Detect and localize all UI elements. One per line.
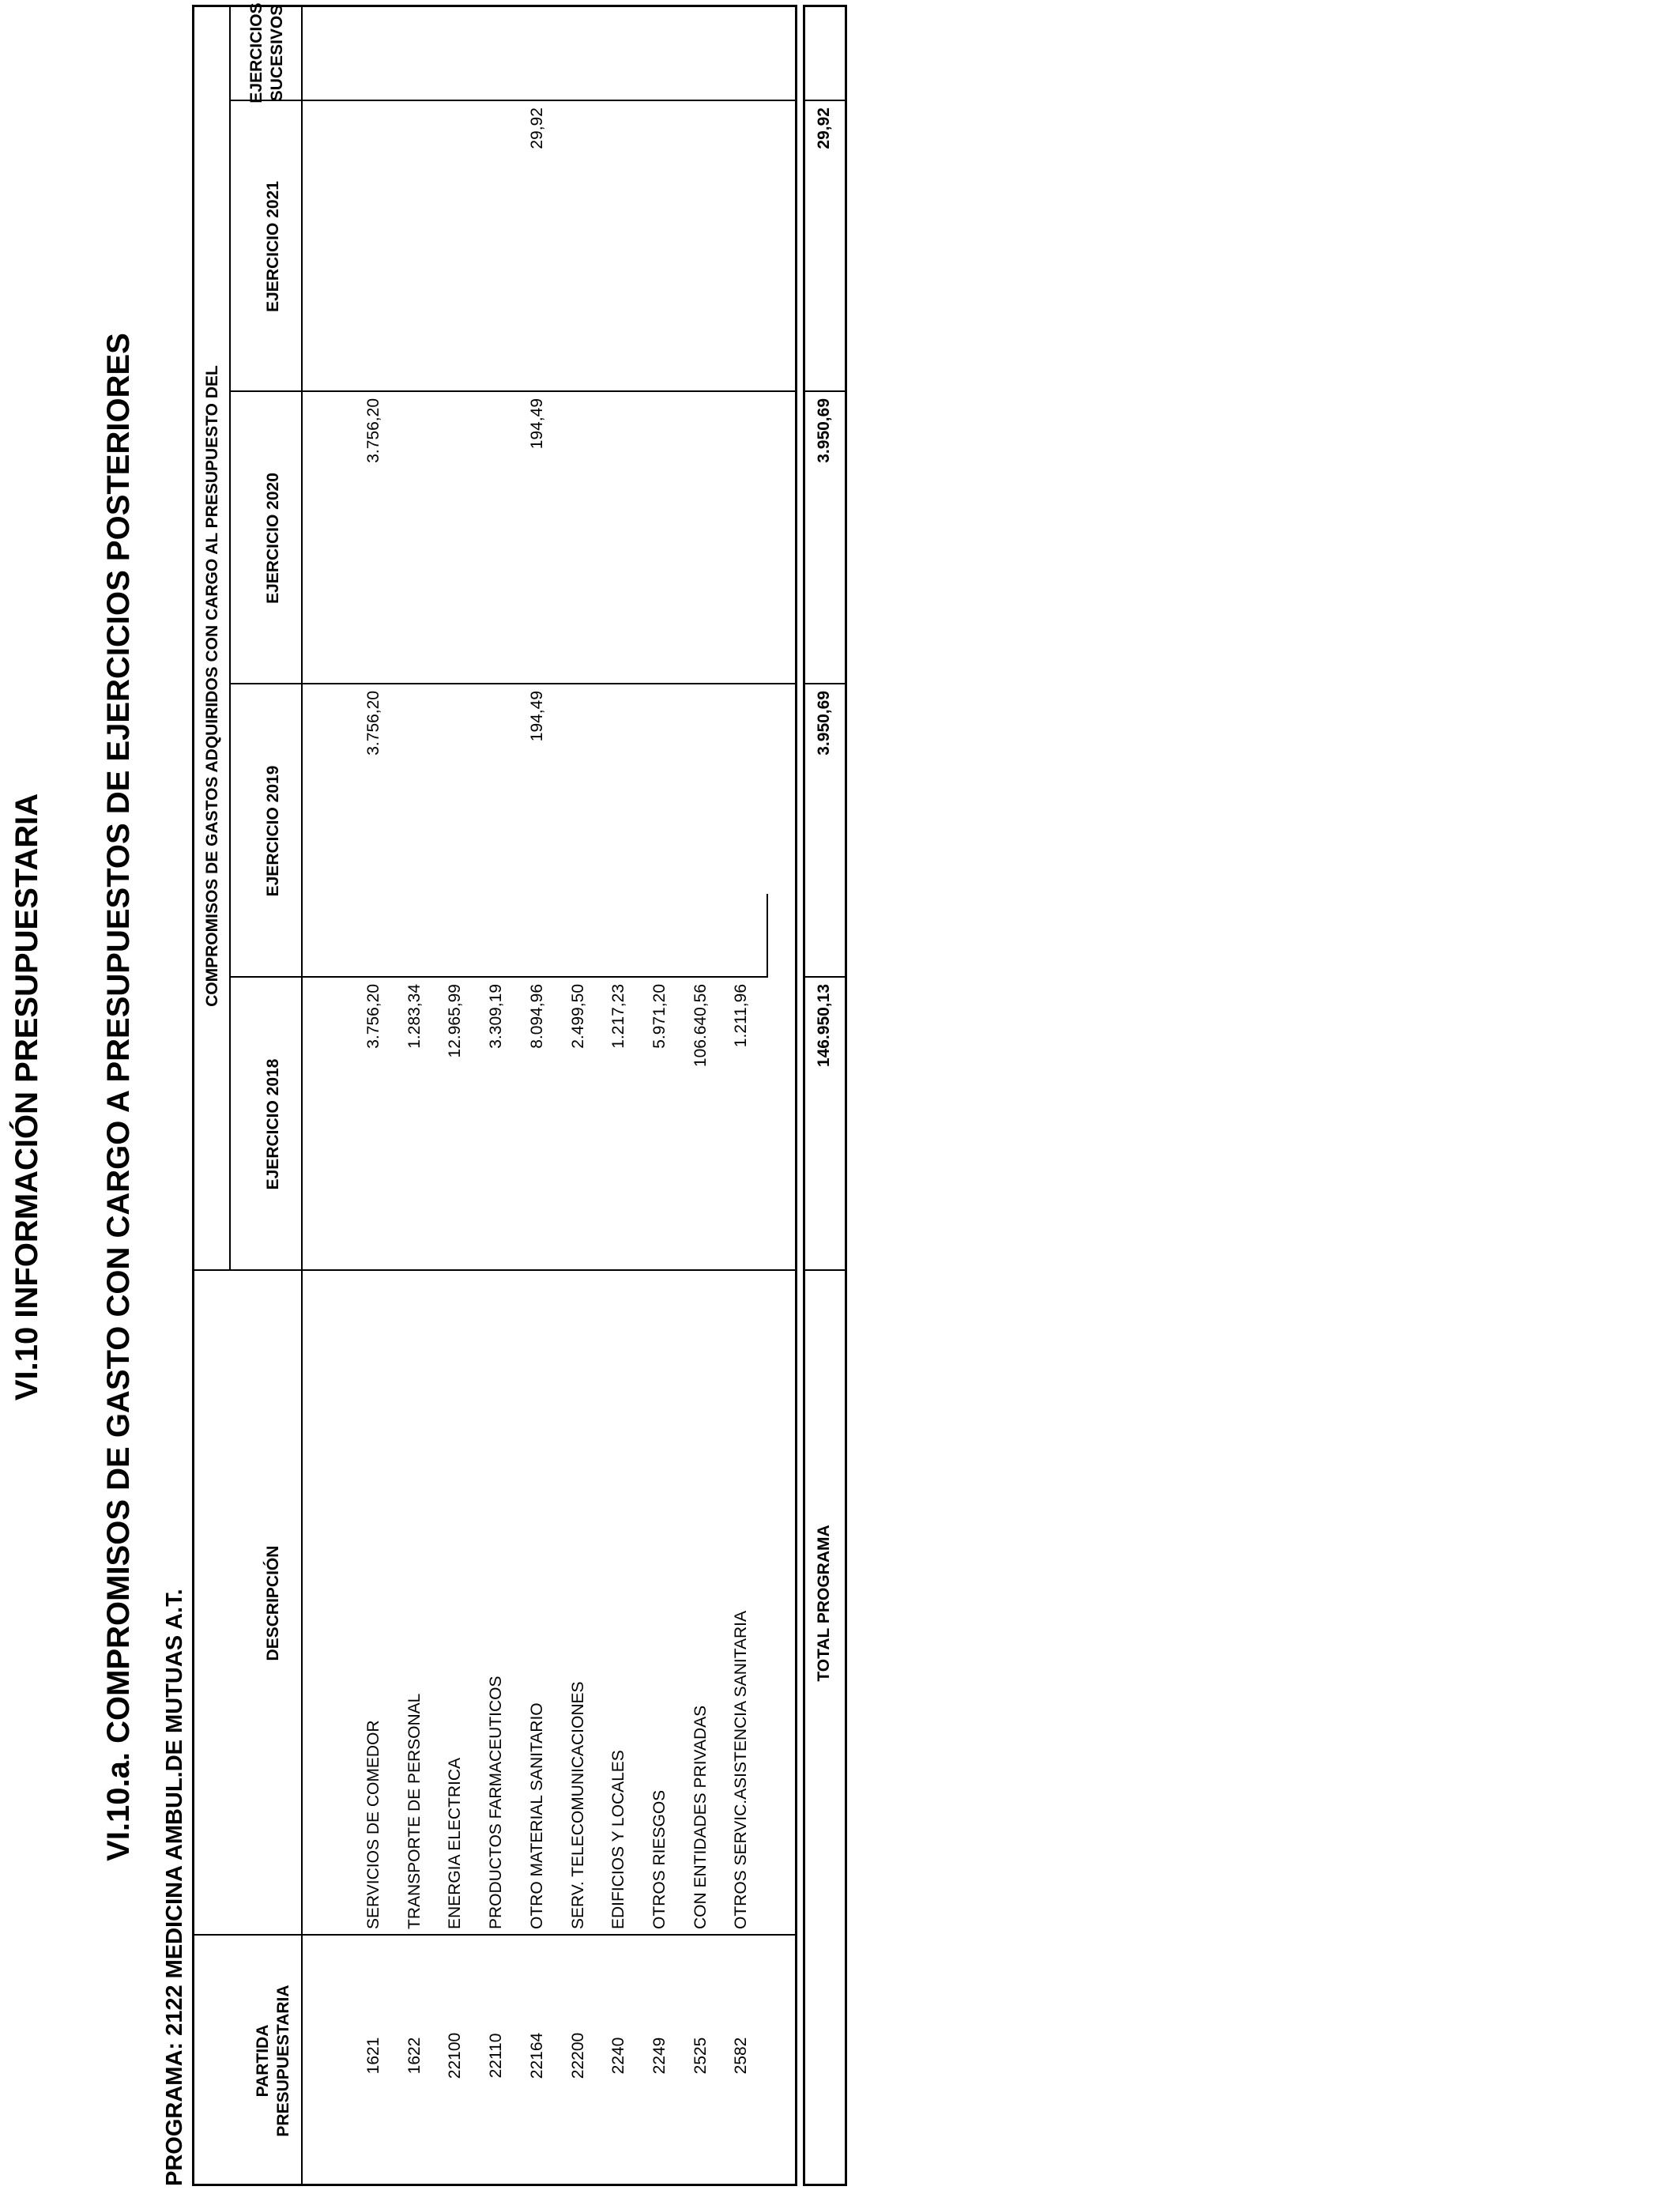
total-label: TOTAL PROGRAMA <box>815 1525 833 1682</box>
partida-code: 22164 <box>528 2032 546 2079</box>
header-ejercicio-2019: EJERCICIO 2019 <box>264 765 282 897</box>
partida-code: 2240 <box>609 2037 627 2075</box>
partida-code: 22200 <box>569 2032 587 2079</box>
partida-code: 1621 <box>364 2037 382 2075</box>
amount-cell: 5.971,20 <box>650 984 669 1049</box>
amount-cell: 194,49 <box>528 691 546 742</box>
header-ejercicio-2020: EJERCICIO 2020 <box>264 473 282 604</box>
amount-cell: 3.309,19 <box>487 984 505 1049</box>
header-descripcion: DESCRIPCIÓN <box>264 1545 282 1661</box>
descripcion: TRANSPORTE DE PERSONAL <box>405 1693 424 1929</box>
header-ejercicios-sucesivos: EJERCICIOS SUCESIVOS <box>247 2 286 104</box>
amount-cell: 1.217,23 <box>609 984 627 1049</box>
page-title: VI.10 INFORMACIÓN PRESUPUESTARIA <box>9 793 44 1401</box>
amount-cell: 1.211,96 <box>732 984 750 1048</box>
descripcion: SERVICIOS DE COMEDOR <box>364 1720 382 1929</box>
amount-cell: 2.499,50 <box>569 984 587 1049</box>
descripcion: OTROS RIESGOS <box>650 1789 669 1929</box>
descripcion: SERV. TELECOMUNICACIONES <box>569 1681 587 1929</box>
descripcion: ENERGIA ELECTRICA <box>446 1757 464 1929</box>
partida-code: 1622 <box>405 2037 424 2075</box>
total-2018: 146.950,13 <box>815 984 833 1068</box>
descripcion: OTRO MATERIAL SANITARIO <box>528 1702 546 1929</box>
descripcion: EDIFICIOS Y LOCALES <box>609 1750 627 1929</box>
amount-cell: 1.283,34 <box>405 984 424 1049</box>
amount-cell: 3.756,20 <box>364 691 382 756</box>
amount-cell: 12.965,99 <box>446 984 464 1058</box>
amount-cell: 3.756,20 <box>364 984 382 1049</box>
total-2020: 3.950,69 <box>815 398 833 463</box>
descripcion: CON ENTIDADES PRIVADAS <box>691 1705 710 1929</box>
programa-label: PROGRAMA: 2122 MEDICINA AMBUL.DE MUTUAS A.T. <box>162 1589 187 2186</box>
amount-cell: 29,92 <box>528 107 546 149</box>
amount-cell: 3.756,20 <box>364 398 382 463</box>
header-compromisos-group: COMPROMISOS DE GASTOS ADQUIRIDOS CON CARGO AL PRESUPUESTO DEL <box>203 365 221 1007</box>
partida-code: 22110 <box>487 2033 505 2079</box>
partida-code: 22100 <box>446 2032 464 2079</box>
partida-code: 2582 <box>732 2037 750 2075</box>
descripcion: PRODUCTOS FARMACEUTICOS <box>487 1676 505 1929</box>
header-ejercicio-2018: EJERCICIO 2018 <box>264 1058 282 1190</box>
total-2019: 3.950,69 <box>815 691 833 756</box>
amount-cell: 194,49 <box>528 398 546 450</box>
amount-cell: 106.640,56 <box>691 984 710 1068</box>
total-2021: 29,92 <box>815 107 833 149</box>
partida-code: 2525 <box>691 2037 710 2075</box>
descripcion: OTROS SERVIC.ASISTENCIA SANITARIA <box>732 1611 750 1929</box>
header-ejercicio-2021: EJERCICIO 2021 <box>264 181 282 312</box>
header-partida: PARTIDA PRESUPUESTARIA <box>254 1985 292 2137</box>
page-subtitle: VI.10.a. COMPROMISOS DE GASTO CON CARGO A PRESUPUESTOS DE EJERCICIOS POSTERIORES <box>101 333 136 1861</box>
amount-cell: 8.094,96 <box>528 984 546 1049</box>
partida-code: 2249 <box>650 2037 669 2075</box>
